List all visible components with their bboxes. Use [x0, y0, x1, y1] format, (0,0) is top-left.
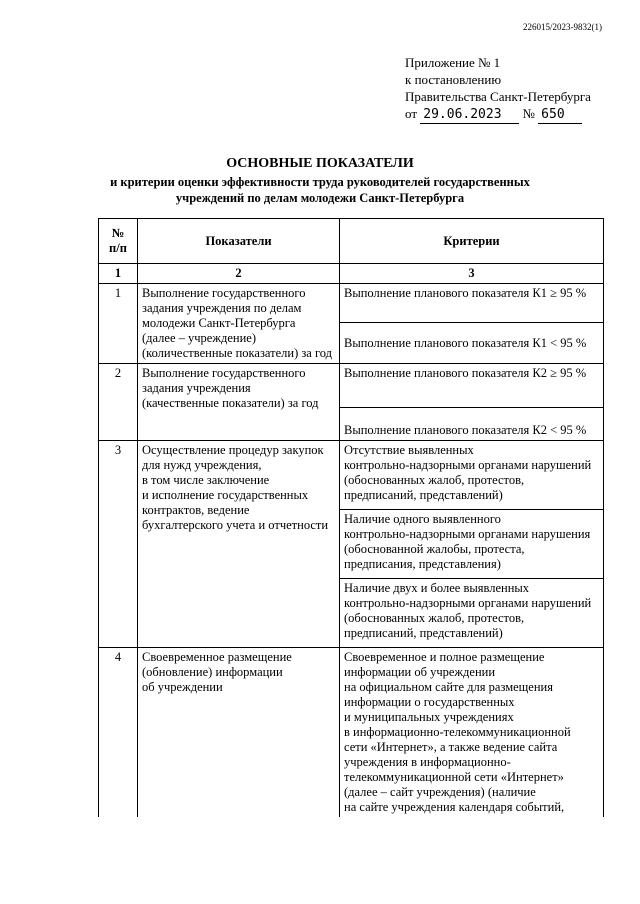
header-criteria: Критерии [340, 219, 604, 264]
appendix-date-line [405, 105, 591, 124]
criterion-cell: Выполнение планового показателя К1 < 95 % [340, 323, 604, 364]
decree-number: 650 [538, 106, 582, 124]
criterion-cell: Наличие одного выявленного контрольно-надзорными органами нарушения (обоснованной жалобы, протеста, предписания, представления) [340, 510, 604, 579]
row-number: 2 [99, 364, 138, 441]
indicator-cell: Выполнение государственного задания учреждения (качественные показатели) за год [138, 364, 340, 441]
criterion-cell: Выполнение планового показателя К1 ≥ 95 % [340, 284, 604, 323]
header-number: № п/п [99, 219, 138, 264]
row-number: 3 [99, 441, 138, 648]
table-header-row [99, 219, 604, 264]
appendix-line-1: Приложение № 1 [405, 55, 501, 70]
appendix-block [405, 54, 591, 124]
subtitle-line-1: и критерии оценки эффективности труда руководителей государственных [110, 175, 530, 189]
criterion-cell: Отсутствие выявленных контрольно-надзорными органами нарушений (обоснованных жалоб, протестов, предписаний, представлений) [340, 441, 604, 510]
appendix-line-3: Правительства Санкт-Петербурга [405, 89, 591, 104]
indicator-cell: Осуществление процедур закупок для нужд учреждения, в том числе заключение и исполнение государственных контрактов, ведение бухгалтерского учета и отчетности [138, 441, 340, 648]
criterion-cell: Своевременное и полное размещение информации об учреждении на официальном сайте для размещения информации о государственных и муниципальных учреждениях в информационно-телекоммуникационной сети «Интернет», а также ведение сайта учреждения в информационно- телекоммуникационной сети «Интернет» (далее – сайт учреждения) (наличие на сайте учреждения календаря событий, [340, 648, 604, 818]
row-number: 4 [99, 648, 138, 818]
criterion-cell: Наличие двух и более выявленных контрольно-надзорными органами нарушений (обоснованных жалоб, протестов, предписаний, представлений) [340, 579, 604, 648]
header-indicators: Показатели [138, 219, 340, 264]
document-number: 226015/2023-9832(1) [523, 22, 602, 32]
table-row [99, 284, 604, 323]
page-subtitle [0, 174, 640, 206]
subtitle-line-2: учреждений по делам молодежи Санкт-Петербурга [175, 191, 465, 205]
criterion-cell: Выполнение планового показателя К2 < 95 % [340, 408, 604, 441]
row-number: 1 [99, 284, 138, 364]
table-row [99, 364, 604, 408]
column-number: 3 [340, 264, 604, 284]
appendix-line-2: к постановлению [405, 72, 502, 87]
criterion-cell: Выполнение планового показателя К2 ≥ 95 % [340, 364, 604, 408]
indicators-table [98, 218, 604, 817]
indicator-cell: Своевременное размещение (обновление) информации об учреждении [138, 648, 340, 818]
indicator-cell: Выполнение государственного задания учреждения по делам молодежи Санкт-Петербурга (далее – учреждение) (количественные показатели) за год [138, 284, 340, 364]
number-prefix: № [522, 106, 535, 121]
column-number-row [99, 264, 604, 284]
page-title: ОСНОВНЫЕ ПОКАЗАТЕЛИ [226, 156, 414, 171]
table-row [99, 648, 604, 818]
table-row [99, 441, 604, 510]
date-prefix: от [405, 106, 418, 121]
column-number: 2 [138, 264, 340, 284]
column-number: 1 [99, 264, 138, 284]
decree-date: 29.06.2023 [420, 106, 519, 124]
